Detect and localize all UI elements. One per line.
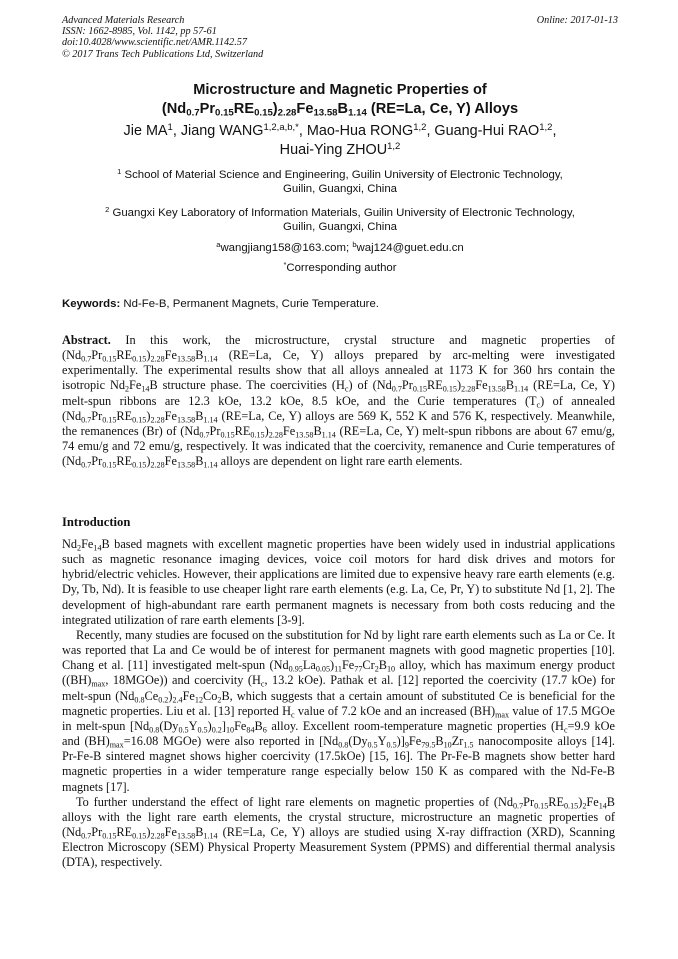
online-date: Online: 2017-01-13 xyxy=(536,15,618,26)
journal-header xyxy=(62,15,618,60)
intro-paragraph-2: Recently, many studies are focused on the substitution for Nd by light rare earth elements such as La or Ce. It was reported that La and Ce would be of interest for permanent magnets with good magnetic properties [10]. Chang et al. [11] investigated melt-spun $(Nd_{0.95}La_{0.05})_{11}Fe_{77}Cr_2B_{10}$ alloy, which has maximum energy product ($(BH)_{max}$, 18MGOe)) and coercivity ($H_c$, 13.2 kOe). Pathak et al. [12] reported the coercivity (17.7 kOe) for melt-spun $(Nd_{0.8}Ce_{0.2})_{2.4}Fe_{12}Co_2B$, which suggests that a certain amount of substituted Ce is beneficial for the magnetic properties. Liu et al. [13] reported $H_c$ value of 7.2 kOe and an increased $(BH)_{max}$ value of 17.5 MGOe in melt-spun $[Nd_{0.8}(Dy_{0.5}Y_{0.5})_{0.2}]_{10}Fe_{84}B_6$ alloy. Excellent room-temperature magnetic properties ($H_c=9.9$ kOe and $(BH)_{max}=16.08$ MGOe) were also reported in $[Nd_{0.8}(Dy_{0.5}Y_{0.5})]_9Fe_{79.5}B_{10}Zr_{1.5}$ nanocomposite alloys [14]. Pr-Fe-B sintered magnet shows higher coercivity (17.5kOe) [15, 16]. The Pr-Fe-B magnets show better hard magnetic properties in a wider temperature range especially below 150 K as compared with the Nd-Fe-B magnets [17]. xyxy=(62,627,616,794)
keywords xyxy=(62,297,618,311)
title-line-2: $(Nd_{0.7}Pr_{0.15}RE_{0.15})_{2.28}Fe_{13.58}B_{1.14}$ (RE=La, Ce, Y) Alloys xyxy=(161,101,519,119)
affiliation-1: $^1$ School of Material Science and Engineering, Guilin University of Electronic Technology, Guilin, Guangxi, China xyxy=(117,166,563,196)
keywords-label: Keywords: xyxy=(62,298,121,310)
doi-line[interactable]: doi:10.4028/www.scientific.net/AMR.1142.57 xyxy=(62,37,247,49)
author-emails[interactable]: $^a$wangjiang158@163.com; $^b$waj124@guet.edu.cn xyxy=(216,239,464,254)
paper-title xyxy=(62,81,618,119)
keywords-text: Nd-Fe-B, Permanent Magnets, Curie Temperature. xyxy=(120,298,379,310)
intro-paragraph-3: To further understand the effect of light rare elements on magnetic properties of $(Nd_{0.7}Pr_{0.15}RE_{0.15})_2Fe_{14}B$ alloys with the light rare earth elements, the crystal structure, microstructure an magnetic properties of $(Nd_{0.7}Pr_{0.15}RE_{0.15})_{2.28}Fe_{13.58}B_{1.14}$ (RE=La, Ce, Y) alloys are studied using X-ray diffraction (XRD), Scanning Electron Microscopy (SEM) Physical Property Measurement System (PPMS) and differential thermal analysis (DTA), respectively. xyxy=(62,794,615,870)
issn-line: ISSN: 1662-8985, Vol. 1142, pp 57-61 xyxy=(62,26,217,38)
intro-paragraph-1: $Nd_2Fe_{14}B$ based magnets with excellent magnetic properties have been widely used in industrial applications such as magnetic resonance imaging devices, voice coil motors for hard disk drives and motors for hybrid/electric vehicles. However, their applications are limited due to expensive heavy rare earth elements (e.g. Dy, Tb, Nd). It is feasible to use cheaper light rare earth elements (e.g. La, Ce, Pr, Y) to substitute Nd [1, 2]. The development of high-abundant rare earth permanent magnets is necessary from both costs reducing and the integrated utilization of rare earth elements [3-9]. xyxy=(62,537,615,627)
title-line-1: Microstructure and Magnetic Properties of xyxy=(193,82,487,98)
journal-name: Advanced Materials Research xyxy=(62,15,185,26)
abstract: Abstract. In this work, the microstructure, crystal structure and magnetic properties of $(Nd_{0.7}Pr_{0.15}RE_{0.15})_{2.28}Fe_{13.58}B_{1.14}$ (RE=La, Ce, Y) alloys prepared by arc-melting were investigated experimentally. The experimental results show that all alloys annealed at 1173 K for 360 hrs contain the isotropic $Nd_2Fe_{14}B$ structure phase. The coercivities $(H_c)$ of $(Nd_{0.7}Pr_{0.15}RE_{0.15})_{2.28}Fe_{13.58}B_{1.14}$ (RE=La, Ce, Y) melt-spun ribbons are 12.3 kOe, 13.2 kOe, 8.5 kOe, and the Curie temperatures $(T_c)$ of annealed $(Nd_{0.7}Pr_{0.15}RE_{0.15})_{2.28}Fe_{13.58}B_{1.14}$ (RE=La, Ce, Y) alloys are 569 K, 552 K and 576 K, respectively. Meanwhile, the remanences (Br) of $(Nd_{0.7}Pr_{0.15}RE_{0.15})_{2.28}Fe_{13.58}B_{1.14}$ (RE=La, Ce, Y) melt-spun ribbons are about 67 emu/g, 74 emu/g and 72 emu/g, respectively. It was indicated that the coercivity, remanence and Curie temperatures of $(Nd_{0.7}Pr_{0.15}RE_{0.15})_{2.28}Fe_{13.58}B_{1.14}$ alloys are dependent on light rare earth elements. xyxy=(62,333,615,470)
corresponding-author-note: *Corresponding author xyxy=(283,259,397,274)
author-list: Jie $MA^1$, Jiang $WANG^{1,2,a,b,*}$, Mao-Hua RONG$^{1,2}$, Guang-Hui RAO$^{1,2}$, Huai-Ying ZHOU$^{1,2}$ xyxy=(123,121,557,158)
affiliation-2: $^2$ Guangxi Key Laboratory of Information Materials, Guilin University of Electronic Technology, Guilin, Guangxi, China xyxy=(105,204,575,234)
introduction-body xyxy=(62,537,615,870)
section-heading-introduction: Introduction xyxy=(62,515,131,529)
copyright-line: © 2017 Trans Tech Publications Ltd, Switzerland xyxy=(62,48,264,60)
